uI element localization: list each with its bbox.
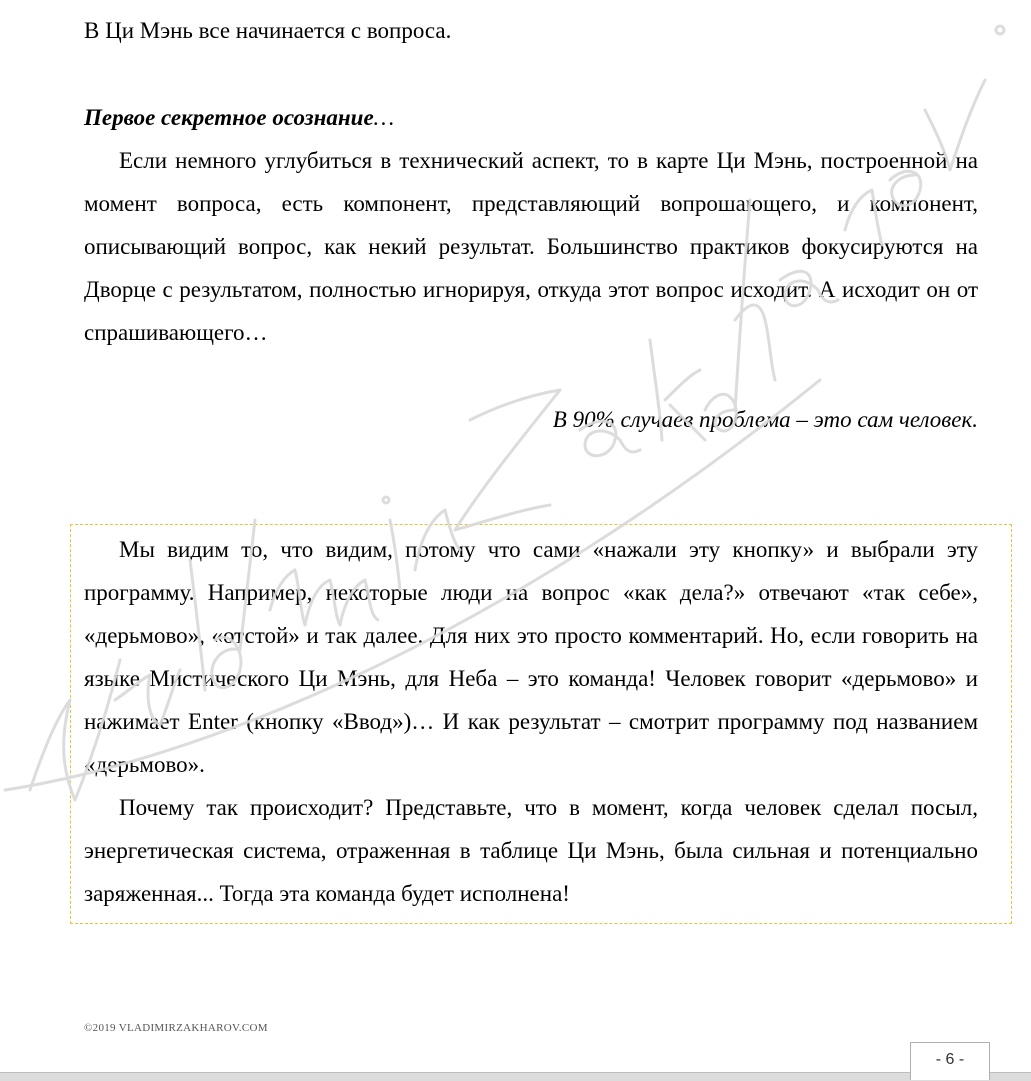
intro-line: В Ци Мэнь все начинается с вопроса. [84, 18, 452, 43]
section-heading-ellipsis: … [373, 105, 395, 130]
section-heading-text: Первое секретное осознание [84, 105, 374, 130]
page-number-tab [910, 1042, 990, 1080]
callout-paragraph-see: Мы видим то, что видим, потому что сами «нажали эту кнопку» и выбрали эту программу. Например, некоторые люди на вопрос «как дела?» отвечают «так себе», «дерьмово», «отстой» и так далее. Для них это просто комментарий. Но, если говорить на языке Мистического Ци Мэнь, для Неба – это команда! Человек говорит «дерьмово» и нажимает Enter (кнопку «Ввод»)… И как результат – смотрит программу под названием «дерьмово». [84, 537, 978, 777]
page-number: - 6 - [935, 1051, 965, 1068]
pull-quote: В 90% случаев проблема – это сам человек. [552, 407, 978, 432]
footer-copyright: ©2019 VLADIMIRZAKHAROV.COM [84, 1022, 268, 1034]
section-heading [84, 96, 978, 139]
callout-paragraph-why: Почему так происходит? Представьте, что в момент, когда человек сделал посыл, энергетическая система, отраженная в таблице Ци Мэнь, была сильная и потенциально заряженная... Тогда эта команда будет исполнена! [84, 795, 978, 906]
technical-paragraph: Если немного углубиться в технический аспект, то в карте Ци Мэнь, построенной на момент вопроса, есть компонент, представляющий вопрошающего, и компонент, описывающий вопрос, как некий результат. Большинство практиков фокусируются на Дворце с результатом, полностью игнорируя, откуда этот вопрос исходит. А исходит он от спрашивающего… [84, 148, 978, 345]
